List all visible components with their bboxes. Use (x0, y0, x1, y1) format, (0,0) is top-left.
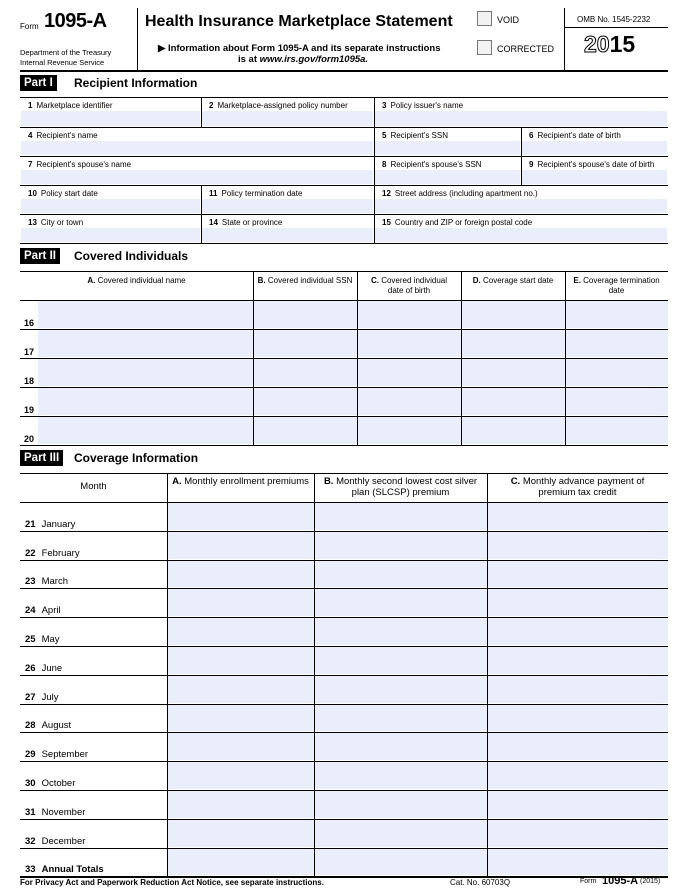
part1-field-label (382, 218, 532, 227)
part1-input-9[interactable] (522, 170, 667, 184)
row-number: 23 (25, 576, 36, 588)
row-number: 16 (24, 318, 35, 328)
footer-form-word: Form (580, 878, 597, 885)
part1-field-label (382, 160, 482, 169)
part1-field-9 (521, 156, 668, 185)
month-label (25, 749, 88, 760)
part2-col-header-c (357, 276, 461, 296)
irs-line: Internal Revenue Service (20, 58, 105, 67)
part3-input-c[interactable] (488, 791, 668, 818)
part3-input-a[interactable] (168, 503, 314, 530)
row-number: 28 (25, 720, 36, 732)
part3-row (20, 819, 668, 848)
row-number: 29 (25, 749, 36, 761)
column-letter: A. (87, 276, 96, 285)
row-number: 31 (25, 806, 36, 818)
part2-input-c[interactable] (358, 330, 461, 357)
part3-input-a[interactable] (168, 791, 314, 818)
part2-input-a[interactable] (38, 301, 253, 328)
part2-input-d[interactable] (462, 301, 565, 328)
part3-input-a[interactable] (168, 561, 314, 588)
month-label (25, 576, 68, 587)
part2-input-c[interactable] (358, 359, 461, 386)
field-number: 7 (28, 160, 33, 169)
part1-input-12[interactable] (375, 199, 667, 213)
info-line-1: ▶ Information about Form 1095-A and its separate instructions (158, 43, 441, 54)
part2-input-b[interactable] (254, 359, 357, 386)
part3-input-c[interactable] (488, 561, 668, 588)
info-url[interactable]: www.irs.gov/form1095a. (259, 54, 369, 65)
part3-input-a[interactable] (168, 618, 314, 645)
part1-field-3 (374, 97, 668, 127)
part1-field-10 (20, 185, 201, 214)
void-label: VOID (497, 15, 520, 25)
omb-number: OMB No. 1545-2232 (577, 15, 651, 24)
field-label-text: City or town (40, 218, 84, 227)
form-word: Form (20, 22, 39, 31)
part3-input-b[interactable] (315, 849, 487, 876)
part2-input-d[interactable] (462, 417, 565, 444)
part3-input-c[interactable] (488, 532, 668, 559)
part3-input-b[interactable] (315, 561, 487, 588)
part3-col-header-b (314, 476, 487, 498)
part1-input-5[interactable] (375, 141, 520, 155)
part1-field-label (28, 131, 98, 140)
field-number: 4 (28, 131, 33, 140)
row-number: 21 (25, 518, 36, 530)
part3-input-c[interactable] (488, 618, 668, 645)
cat-number: Cat. No. 60703Q (450, 878, 511, 887)
field-number: 3 (382, 101, 387, 110)
field-number: 11 (209, 189, 218, 198)
row-number: 33 (25, 864, 36, 876)
part2-input-e[interactable] (566, 388, 668, 415)
footer-form-year: (2015) (640, 878, 661, 885)
part1-input-8[interactable] (375, 170, 520, 184)
part1-field-11 (201, 185, 374, 214)
part3-title: Coverage Information (74, 451, 199, 465)
part3-row (20, 790, 668, 819)
part2-row (20, 329, 668, 358)
part2-col-header-b (253, 276, 357, 286)
field-label-text: Street address (including apartment no.) (394, 189, 538, 198)
field-label-text: Recipient's spouse's date of birth (537, 160, 655, 169)
part2-input-d[interactable] (462, 330, 565, 357)
part2-title: Covered Individuals (74, 249, 189, 263)
part1-tag: Part I (20, 75, 57, 91)
part3-row (20, 502, 668, 531)
field-number: 5 (382, 131, 387, 140)
part3-input-a[interactable] (168, 733, 314, 760)
void-checkbox[interactable] (477, 11, 492, 26)
part2-input-a[interactable] (38, 330, 253, 357)
month-label (25, 519, 75, 530)
part3-row (20, 588, 668, 617)
part3-input-b[interactable] (315, 589, 487, 616)
month-label (25, 778, 75, 789)
part3-input-a[interactable] (168, 762, 314, 789)
department-line: Department of the Treasury (20, 48, 112, 57)
field-label-text: Marketplace-assigned policy number (217, 101, 348, 110)
part3-row (20, 704, 668, 733)
part3-input-b[interactable] (315, 733, 487, 760)
part1-input-4[interactable] (21, 141, 373, 155)
part1-field-label (382, 101, 463, 110)
field-number: 9 (529, 160, 534, 169)
part1-field-label (382, 131, 448, 140)
field-number: 13 (28, 218, 37, 227)
part2-input-a[interactable] (38, 359, 253, 386)
month-name: December (41, 835, 86, 847)
part1-field-label (209, 218, 282, 227)
part2-input-b[interactable] (254, 417, 357, 444)
part3-input-c[interactable] (488, 762, 668, 789)
part2-input-e[interactable] (566, 301, 668, 328)
part3-input-c[interactable] (488, 820, 668, 847)
field-label-text: State or province (221, 218, 283, 227)
part2-row (20, 416, 668, 445)
part3-row (20, 761, 668, 790)
month-name: October (41, 777, 76, 789)
field-label-text: Recipient's date of birth (537, 131, 621, 140)
field-number: 8 (382, 160, 387, 169)
part1-field-7 (20, 156, 374, 185)
field-label-text: Recipient's spouse's SSN (390, 160, 482, 169)
part3-row (20, 646, 668, 675)
column-label: Monthly enrollment premiums (184, 476, 309, 487)
row-number: 24 (25, 605, 36, 617)
part1-field-14 (201, 214, 374, 243)
part1-input-15[interactable] (375, 228, 667, 242)
month-label (25, 720, 71, 731)
part2-row (20, 358, 668, 387)
part3-input-b[interactable] (315, 532, 487, 559)
column-letter: D. (472, 276, 481, 285)
year-bold: 15 (609, 31, 636, 57)
part3-input-a[interactable] (168, 676, 314, 703)
part1-input-3[interactable] (375, 111, 667, 126)
part3-input-b[interactable] (315, 676, 487, 703)
corrected-label: CORRECTED (497, 44, 555, 54)
field-label-text: Policy termination date (221, 189, 303, 198)
column-letter: C. (370, 276, 379, 285)
row-number: 18 (24, 376, 35, 386)
part1-field-8 (374, 156, 521, 185)
row-number: 26 (25, 662, 36, 674)
part2-input-b[interactable] (254, 330, 357, 357)
row-number: 32 (25, 835, 36, 847)
month-name: June (41, 662, 63, 674)
column-label-2: plan (SLCSP) premium (351, 487, 450, 498)
part3-input-b[interactable] (315, 762, 487, 789)
column-label-2: date of birth (387, 286, 431, 295)
column-letter: A. (172, 476, 182, 487)
part2-input-a[interactable] (38, 388, 253, 415)
field-label-text: Recipient's spouse's name (36, 160, 132, 169)
part3-input-b[interactable] (315, 705, 487, 732)
info-prefix: is at (238, 54, 260, 65)
field-label-text: Recipient's name (36, 131, 98, 140)
part2-input-e[interactable] (566, 359, 668, 386)
part3-input-c[interactable] (488, 849, 668, 876)
part3-row (20, 848, 668, 877)
row-number: 25 (25, 633, 36, 645)
field-number: 10 (28, 189, 37, 198)
month-label (25, 692, 58, 703)
part1-field-label (382, 189, 538, 198)
part2-input-d[interactable] (462, 359, 565, 386)
part1-input-14[interactable] (202, 228, 373, 242)
part1-input-2[interactable] (202, 111, 373, 126)
part2-row (20, 300, 668, 329)
part2-input-e[interactable] (566, 417, 668, 444)
part2-tag: Part II (20, 248, 60, 264)
part1-input-13[interactable] (21, 228, 200, 242)
month-name: November (41, 806, 86, 818)
column-label: Covered individual (381, 276, 448, 285)
field-label-text: Policy start date (40, 189, 98, 198)
part3-row (20, 617, 668, 646)
part1-field-5 (374, 127, 521, 156)
part1-field-label (28, 189, 98, 198)
column-label-2: premium tax credit (538, 487, 617, 498)
part1-field-label (28, 160, 131, 169)
privacy-notice: For Privacy Act and Paperwork Reduction Act Notice, see separate instructions. (20, 878, 324, 887)
column-label: Covered individual name (97, 276, 186, 285)
row-number: 27 (25, 691, 36, 703)
part3-input-c[interactable] (488, 733, 668, 760)
part2-input-a[interactable] (38, 417, 253, 444)
form-number: 1095-A (44, 10, 107, 32)
column-label: Coverage termination date (583, 276, 660, 295)
month-label (25, 548, 80, 559)
field-label-text: Policy issuer's name (390, 101, 464, 110)
row-number: 20 (24, 434, 35, 444)
part1-input-10[interactable] (21, 199, 200, 213)
part1-input-6[interactable] (522, 141, 667, 155)
part3-input-b[interactable] (315, 791, 487, 818)
row-number: 19 (24, 405, 35, 415)
footer-form-number: 1095-A (602, 875, 639, 887)
column-letter: B. (257, 276, 266, 285)
month-name: September (41, 749, 89, 761)
month-name: March (41, 576, 68, 588)
row-number: 30 (25, 777, 36, 789)
column-label: Coverage start date (482, 276, 554, 285)
field-number: 1 (28, 101, 33, 110)
part3-input-c[interactable] (488, 676, 668, 703)
field-number: 2 (209, 101, 214, 110)
part2-input-b[interactable] (254, 301, 357, 328)
part1-field-4 (20, 127, 374, 156)
month-name: April (41, 605, 61, 617)
column-label: Monthly second lowest cost silver (336, 476, 478, 487)
month-label (25, 836, 85, 847)
row-number: 17 (24, 347, 35, 357)
part3-input-c[interactable] (488, 647, 668, 674)
part2-col-header-a (20, 276, 253, 286)
part2-input-c[interactable] (358, 301, 461, 328)
month-label (25, 634, 60, 645)
row-number: 22 (25, 547, 36, 559)
column-letter: E. (573, 276, 581, 285)
month-name: January (41, 518, 76, 530)
part3-col-header-c (487, 476, 668, 498)
part1-field-1 (20, 97, 201, 127)
part2-input-c[interactable] (358, 388, 461, 415)
field-label-text: Country and ZIP or foreign postal code (394, 218, 533, 227)
part3-input-b[interactable] (315, 618, 487, 645)
year-outline: 20 (584, 31, 610, 57)
part1-field-label (28, 101, 113, 110)
column-letter: C. (510, 476, 521, 487)
month-name: February (41, 547, 80, 559)
field-number: 15 (382, 218, 391, 227)
month-name: Annual Totals (41, 864, 104, 876)
month-label (25, 605, 61, 616)
part3-input-c[interactable] (488, 589, 668, 616)
month-name: July (41, 691, 59, 703)
part3-input-a[interactable] (168, 849, 314, 876)
part3-input-a[interactable] (168, 647, 314, 674)
part3-row (20, 732, 668, 761)
part1-input-11[interactable] (202, 199, 373, 213)
part2-input-e[interactable] (566, 330, 668, 357)
part1-input-1[interactable] (21, 111, 200, 126)
part3-col-header-a (167, 476, 314, 487)
part1-field-label (28, 218, 83, 227)
field-number: 14 (209, 218, 218, 227)
part1-field-12 (374, 185, 668, 214)
part3-row (20, 675, 668, 704)
part1-field-6 (521, 127, 668, 156)
part2-input-b[interactable] (254, 388, 357, 415)
column-label: Covered individual SSN (267, 276, 353, 285)
part3-tag: Part III (20, 450, 63, 466)
part3-row (20, 531, 668, 560)
part3-input-c[interactable] (488, 705, 668, 732)
part2-row (20, 387, 668, 416)
field-label-text: Recipient's SSN (390, 131, 449, 140)
month-name: May (41, 633, 60, 645)
tax-year (584, 31, 635, 58)
month-label (25, 864, 104, 875)
part3-input-c[interactable] (488, 503, 668, 530)
part2-col-header-e (565, 276, 668, 296)
corrected-checkbox[interactable] (477, 40, 492, 55)
month-column-header: Month (80, 481, 107, 492)
part3-row (20, 560, 668, 589)
month-label (25, 663, 62, 674)
month-name: August (41, 720, 72, 732)
part3-input-b[interactable] (315, 503, 487, 530)
form-footer (20, 875, 668, 892)
field-number: 12 (382, 189, 391, 198)
field-number: 6 (529, 131, 534, 140)
part3-input-a[interactable] (168, 589, 314, 616)
column-letter: B. (323, 476, 334, 487)
part1-title: Recipient Information (74, 76, 198, 90)
part1-field-label (209, 189, 302, 198)
part2-input-c[interactable] (358, 417, 461, 444)
field-label-text: Marketplace identifier (36, 101, 113, 110)
part3-input-a[interactable] (168, 705, 314, 732)
part1-field-15 (374, 214, 668, 243)
part3-input-a[interactable] (168, 532, 314, 559)
part3-input-b[interactable] (315, 647, 487, 674)
month-label (25, 807, 85, 818)
part3-input-a[interactable] (168, 820, 314, 847)
form-title: Health Insurance Marketplace Statement (145, 13, 453, 30)
form-header (0, 0, 684, 72)
column-label: Monthly advance payment of (522, 476, 645, 487)
part1-field-13 (20, 214, 201, 243)
info-line-2 (238, 54, 368, 65)
part3-input-b[interactable] (315, 820, 487, 847)
part1-field-label (209, 101, 348, 110)
part2-col-header-d (461, 276, 565, 286)
part1-field-label (529, 160, 654, 169)
part1-input-7[interactable] (21, 170, 373, 184)
part1-field-2 (201, 97, 374, 127)
part1-field-label (529, 131, 621, 140)
part2-input-d[interactable] (462, 388, 565, 415)
